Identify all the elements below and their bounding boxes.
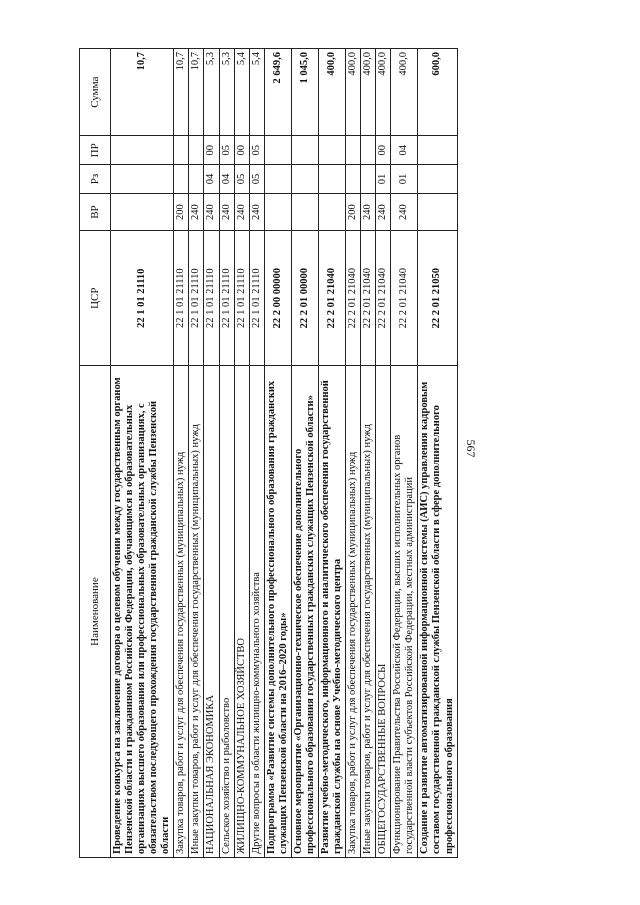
table-row [318, 49, 345, 858]
cell-name: Проведение конкурса на заключение договора о целевом обучении между государственным органом Пензенской области и гражданином Российской Федерации, обучающимся в образовательных организациях высшего образования или профессиональных образовательных организациях, с обязательством последующего прохождения государственной гражданской службы Пензенской области [111, 366, 174, 858]
table-row [204, 49, 219, 858]
cell-csr: 22 1 01 21110 [189, 231, 204, 366]
table-row [291, 49, 318, 858]
cell-sum: 1 045,0 [291, 49, 318, 136]
cell-csr: 22 1 01 21110 [249, 231, 264, 366]
cell-sum: 400,0 [391, 49, 418, 136]
cell-rz: 04 [204, 165, 219, 194]
cell-vr: 240 [391, 193, 418, 230]
cell-vr: 240 [234, 193, 249, 230]
cell-csr: 22 1 01 21110 [219, 231, 234, 366]
cell-sum: 400,0 [361, 49, 376, 136]
cell-csr: 22 2 01 21040 [391, 231, 418, 366]
table-row [189, 49, 204, 858]
cell-vr [318, 193, 345, 230]
cell-csr: 22 2 01 21040 [361, 231, 376, 366]
cell-vr [291, 193, 318, 230]
cell-csr: 22 1 01 21110 [234, 231, 249, 366]
table-row [174, 49, 189, 858]
cell-name: Развитие учебно-методического, информационного и аналитического обеспечения государственной гражданской службы на основе Учебно-методического центра [318, 366, 345, 858]
cell-sum: 400,0 [318, 49, 345, 136]
table-row [346, 49, 361, 858]
cell-csr: 22 1 01 21110 [204, 231, 219, 366]
header-sum: Сумма [80, 49, 111, 136]
cell-rz [418, 165, 457, 194]
table-row [234, 49, 249, 858]
cell-pr [111, 136, 174, 165]
cell-vr: 240 [376, 193, 391, 230]
cell-csr: 22 1 01 21110 [111, 231, 174, 366]
table-row [361, 49, 376, 858]
cell-vr: 240 [361, 193, 376, 230]
budget-table [79, 48, 458, 858]
header-name: Наименование [80, 366, 111, 858]
cell-pr: 05 [219, 136, 234, 165]
cell-vr: 240 [189, 193, 204, 230]
cell-vr: 200 [346, 193, 361, 230]
table-row [376, 49, 391, 858]
cell-rz [318, 165, 345, 194]
cell-pr [418, 136, 457, 165]
cell-rz [264, 165, 291, 194]
cell-sum: 5,3 [219, 49, 234, 136]
cell-pr: 00 [376, 136, 391, 165]
cell-sum: 2 649,6 [264, 49, 291, 136]
cell-pr [318, 136, 345, 165]
table-row [219, 49, 234, 858]
cell-sum: 10,7 [189, 49, 204, 136]
cell-name: НАЦИОНАЛЬНАЯ ЭКОНОМИКА [204, 366, 219, 858]
cell-pr: 00 [204, 136, 219, 165]
cell-pr: 00 [234, 136, 249, 165]
cell-sum: 10,7 [111, 49, 174, 136]
cell-sum: 5,3 [204, 49, 219, 136]
cell-csr: 22 2 01 00000 [291, 231, 318, 366]
cell-pr [361, 136, 376, 165]
cell-name: Сельское хозяйство и рыболовство [219, 366, 234, 858]
table-row [418, 49, 457, 858]
cell-sum: 400,0 [376, 49, 391, 136]
cell-csr: 22 2 01 21050 [418, 231, 457, 366]
cell-vr [111, 193, 174, 230]
table-row [391, 49, 418, 858]
cell-name: Другие вопросы в области жилищно-коммунального хозяйства [249, 366, 264, 858]
cell-rz [291, 165, 318, 194]
cell-sum: 10,7 [174, 49, 189, 136]
table-row [249, 49, 264, 858]
cell-rz: 01 [376, 165, 391, 194]
cell-name: Закупка товаров, работ и услуг для обеспечения государственных (муниципальных) нужд [174, 366, 189, 858]
cell-name: ОБЩЕГОСУДАРСТВЕННЫЕ ВОПРОСЫ [376, 366, 391, 858]
header-csr: ЦСР [80, 231, 111, 366]
cell-pr [189, 136, 204, 165]
cell-pr: 04 [391, 136, 418, 165]
cell-pr [291, 136, 318, 165]
cell-name: Подпрограмма «Развитие системы дополнительного профессионального образования гражданских служащих Пензенской области на 2016–2020 годы» [264, 366, 291, 858]
rotated-budget-table-container [79, 48, 567, 858]
cell-name: Иные закупки товаров, работ и услуг для обеспечения государственных (муниципальных) нужд [361, 366, 376, 858]
cell-rz [174, 165, 189, 194]
cell-name: Создание и развитие автоматизированной информационной системы (АИС) управления кадровым составом государственной гражданской службы Пензенской области в сфере дополнительного профессионального образования [418, 366, 457, 858]
cell-sum: 5,4 [249, 49, 264, 136]
cell-rz: 04 [219, 165, 234, 194]
cell-csr: 22 2 01 21040 [376, 231, 391, 366]
cell-csr: 22 2 00 00000 [264, 231, 291, 366]
cell-rz: 05 [249, 165, 264, 194]
cell-pr [174, 136, 189, 165]
cell-csr: 22 1 01 21110 [174, 231, 189, 366]
cell-name: Функционирование Правительства Российской Федерации, высших исполнительных органов государственной власти субъектов Российской Федерации, местных администраций [391, 366, 418, 858]
table-row [264, 49, 291, 858]
cell-vr: 200 [174, 193, 189, 230]
cell-pr [346, 136, 361, 165]
cell-vr [418, 193, 457, 230]
cell-csr: 22 2 01 21040 [346, 231, 361, 366]
cell-csr: 22 2 01 21040 [318, 231, 345, 366]
cell-vr [264, 193, 291, 230]
cell-name: ЖИЛИЩНО-КОММУНАЛЬНОЕ ХОЗЯЙСТВО [234, 366, 249, 858]
cell-rz [189, 165, 204, 194]
cell-rz [361, 165, 376, 194]
table-body [111, 49, 458, 858]
cell-rz: 01 [391, 165, 418, 194]
table-row [111, 49, 174, 858]
cell-sum: 5,4 [234, 49, 249, 136]
cell-vr: 240 [249, 193, 264, 230]
cell-rz [346, 165, 361, 194]
page-number: 567 [464, 439, 478, 458]
cell-name: Основное мероприятие «Организационно-техническое обеспечение дополнительного профессионального образования государственных гражданских служащих Пензенской области» [291, 366, 318, 858]
cell-pr [264, 136, 291, 165]
table-header-row [80, 49, 111, 858]
header-vr: ВР [80, 193, 111, 230]
cell-sum: 400,0 [346, 49, 361, 136]
header-rz: Рз [80, 165, 111, 194]
cell-vr: 240 [204, 193, 219, 230]
cell-pr: 05 [249, 136, 264, 165]
cell-vr: 240 [219, 193, 234, 230]
cell-name: Закупка товаров, работ и услуг для обеспечения государственных (муниципальных) нужд [346, 366, 361, 858]
cell-rz: 05 [234, 165, 249, 194]
cell-rz [111, 165, 174, 194]
cell-sum: 600,0 [418, 49, 457, 136]
header-pr: ПР [80, 136, 111, 165]
cell-name: Иные закупки товаров, работ и услуг для обеспечения государственных (муниципальных) нужд [189, 366, 204, 858]
